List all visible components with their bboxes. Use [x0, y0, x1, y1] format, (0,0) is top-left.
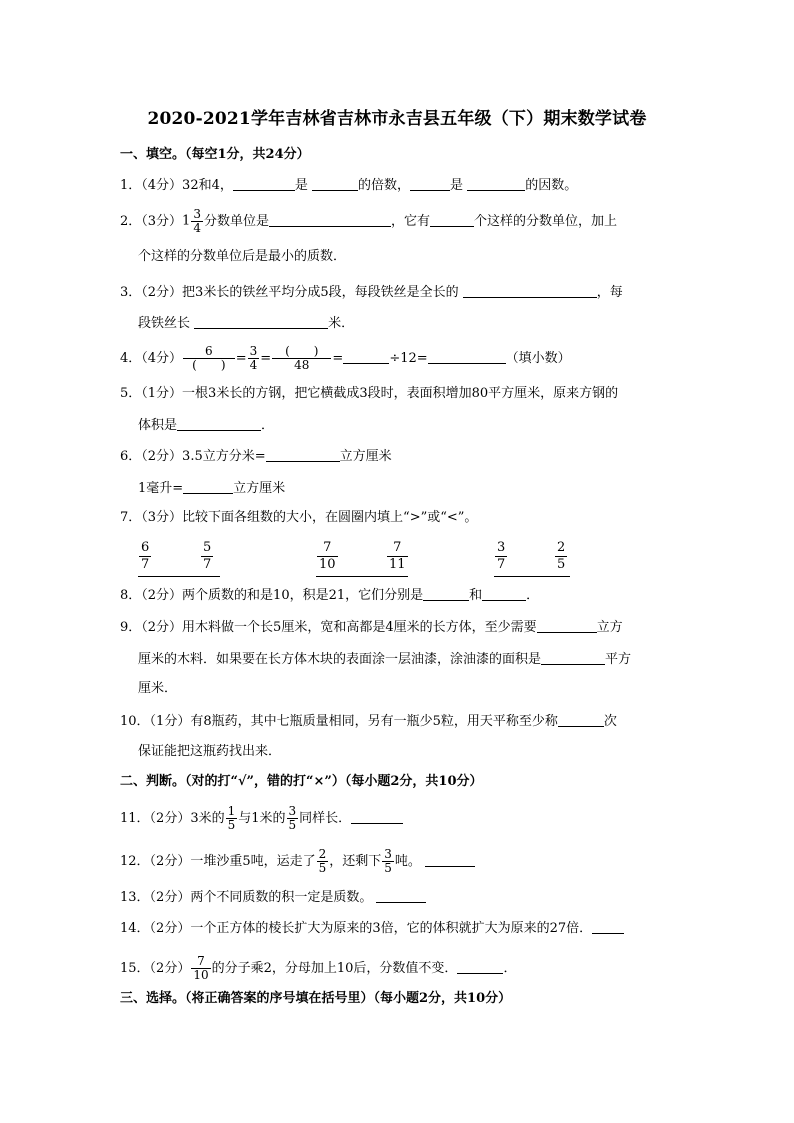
answer-blank[interactable] — [428, 349, 506, 364]
question-12: 12．（2分）一堆沙重5吨，运走了 $\frac{2}{5}$ ，还剩下 $\frac{3}{5}$ 吨。 — [120, 848, 475, 875]
answer-blank[interactable] — [558, 712, 604, 727]
fraction: $\frac{3}{5}$ — [384, 847, 392, 875]
section-2-heading: 二、判断。（对的打“√”，错的打“×”）（每小题2分，共10分） — [120, 774, 483, 789]
question-7: 7．（3分）比较下面各组数的大小，在圆圈内填上“>”或“<”。 — [120, 510, 478, 525]
answer-blank[interactable] — [266, 447, 340, 462]
answer-blank[interactable] — [430, 212, 474, 227]
fraction: $\frac{7}{10}$ — [193, 954, 209, 982]
question-11: 11．（2分）3米的 $\frac{1}{5}$ 与1米的 $\frac{3}{5}$ 同样长． — [120, 805, 403, 832]
answer-blank[interactable] — [343, 349, 389, 364]
answer-blank[interactable] — [457, 959, 503, 974]
fraction: $\frac{( )}{48}$ — [272, 345, 331, 372]
question-5: 5．（1分）一根3米长的方钢，把它横截成3段时，表面积增加80平方厘米，原来方钢的 — [120, 386, 619, 401]
fraction: $\frac{3}{4}$ — [249, 344, 258, 372]
fraction: $\frac{2}{5}$ — [318, 847, 327, 875]
question-8: 8．（2分）两个质数的和是10，积是21，它们分别是 和 ． — [120, 588, 540, 603]
question-3-line-2: 段铁丝长 米． — [138, 316, 355, 331]
section-1-heading: 一、填空。（每空1分，共24分） — [120, 147, 310, 162]
fraction: $\frac{6}{7}$ — [141, 540, 150, 572]
answer-blank[interactable] — [269, 212, 391, 227]
answer-blank[interactable] — [183, 479, 233, 494]
question-3: 3．（2分）把3米长的铁丝平均分成5段，每段铁丝是全长的 ，每 — [120, 285, 623, 300]
section-3-heading: 三、选择。（将正确答案的序号填在括号里）（每小题2分，共10分） — [120, 991, 512, 1006]
question-9-line-2: 厘米的木料．如果要在长方体木块的表面涂一层油漆，涂油漆的面积是 平方 — [138, 652, 632, 667]
question-4: 4．（4分） $\frac{6}{( )}$ = $\frac{3}{4}$ = $\frac{( )}{48}$ = ÷12= （填小数） — [120, 344, 571, 372]
question-13: 13．（2分）两个不同质数的积一定是质数。 — [120, 888, 426, 907]
answer-blank[interactable] — [194, 314, 328, 329]
question-6-line-2: 1毫升= 立方厘米 — [138, 481, 286, 496]
fraction: $\frac{5}{7}$ — [203, 540, 212, 572]
question-15: 15．（2分） $\frac{7}{10}$ 的分子乘2，分母加上10后，分数值不变． ． — [120, 954, 517, 982]
answer-blank[interactable] — [410, 176, 450, 191]
compare-group-1[interactable] — [138, 540, 220, 577]
question-14: 14．（2分）一个正方体的棱长扩大为原来的3倍，它的体积就扩大为原来的27倍． — [120, 919, 624, 938]
question-10: 10．（1分）有8瓶药，其中七瓶质量相同，另有一瓶少5粒，用天平称至少称 次 — [120, 714, 617, 729]
compare-group-2[interactable] — [316, 540, 408, 577]
question-2: 2．（3分）1 $\frac{3}{4}$ 分数单位是 ，它有 个这样的分数单位，加上 — [120, 207, 618, 235]
answer-blank[interactable] — [592, 919, 624, 934]
answer-blank[interactable] — [233, 176, 295, 191]
answer-blank[interactable] — [482, 586, 526, 601]
fraction: $\frac{7}{10}$ — [319, 540, 336, 572]
answer-blank[interactable] — [177, 416, 261, 431]
exam-title: 2020-2021学年吉林省吉林市永吉县五年级（下）期末数学试卷 — [147, 109, 647, 129]
compare-group-3[interactable] — [494, 540, 570, 577]
question-9: 9．（2分）用木料做一个长5厘米，宽和高都是4厘米的长方体，至少需要 立方 — [120, 620, 623, 635]
answer-blank[interactable] — [467, 176, 525, 191]
question-9-line-3: 厘米． — [138, 681, 178, 696]
answer-blank[interactable] — [537, 618, 597, 633]
fraction: $\frac{6}{( )}$ — [183, 345, 235, 372]
fraction: $\frac{2}{5}$ — [557, 540, 566, 572]
question-2-line-2: 个这样的分数单位后是最小的质数． — [138, 249, 347, 264]
fraction: $\frac{3}{4}$ — [193, 207, 201, 235]
question-10-line-2: 保证能把这瓶药找出来． — [138, 744, 282, 759]
answer-blank[interactable] — [351, 809, 403, 824]
answer-blank[interactable] — [423, 586, 469, 601]
fraction: $\frac{1}{5}$ — [227, 804, 236, 832]
fraction: $\frac{7}{11}$ — [389, 540, 406, 572]
answer-blank[interactable] — [312, 176, 358, 191]
fraction: $\frac{3}{7}$ — [497, 540, 506, 572]
answer-blank[interactable] — [425, 852, 475, 867]
answer-blank[interactable] — [541, 650, 605, 665]
question-5-line-2: 体积是 ． — [138, 418, 275, 433]
answer-blank[interactable] — [376, 888, 426, 903]
answer-blank[interactable] — [463, 283, 597, 298]
fraction: $\frac{3}{5}$ — [288, 804, 297, 832]
question-6: 6．（2分）3.5立方分米= 立方厘米 — [120, 449, 392, 464]
question-1: 1．（4分）32和4， 是 的倍数， 是 的因数。 — [120, 178, 578, 193]
